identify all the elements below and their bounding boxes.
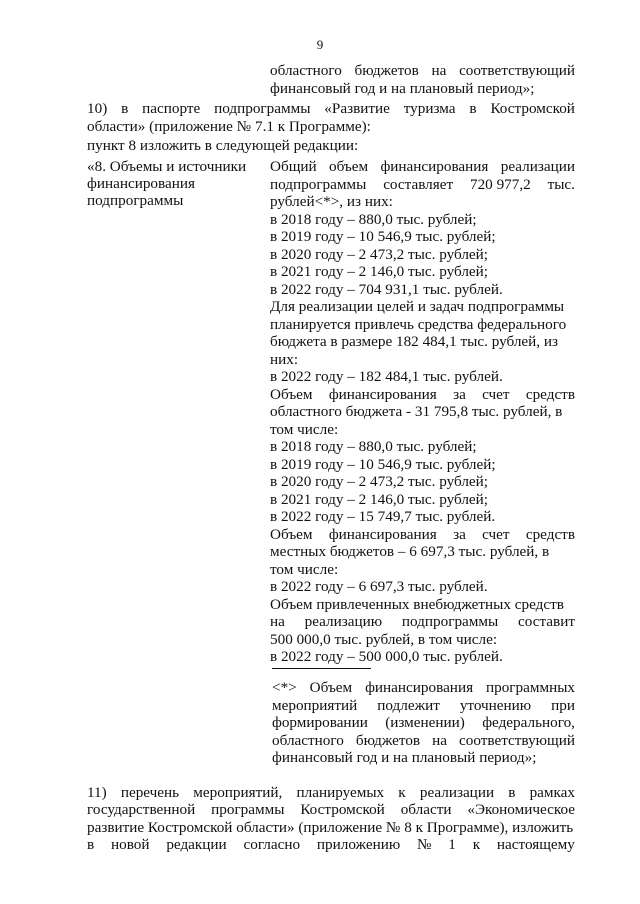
word: планируемых — [296, 784, 385, 801]
text-line — [270, 158, 575, 176]
text-line: в 2019 году – 10 546,9 тыс. рублей; — [270, 228, 496, 245]
word: государственной — [87, 801, 196, 818]
word: составляет — [383, 176, 454, 193]
word: Объем — [270, 386, 313, 403]
word: 720 977,2 — [469, 176, 531, 193]
text-line: области» (приложение № 7.1 к Программе): — [87, 118, 371, 135]
text-line: в 2022 году – 6 697,3 тыс. рублей. — [270, 578, 488, 595]
text-line: подпрограммы — [87, 192, 184, 209]
word: тыс. — [547, 176, 575, 193]
word: к — [472, 836, 481, 853]
text-line: в 2018 году – 880,0 тыс. рублей; — [270, 438, 477, 455]
text-line: планируется привлечь средства федерального — [270, 316, 567, 333]
text-line: том числе: — [270, 561, 339, 578]
word: подпрограммы — [214, 100, 311, 117]
word: формировании — [272, 714, 368, 731]
word: в — [469, 100, 477, 117]
text-line: в 2021 году – 2 146,0 тыс. рублей; — [270, 491, 488, 508]
text-line: в 2018 году – 880,0 тыс. рублей; — [270, 211, 477, 228]
word: 10) — [87, 100, 108, 117]
word: мероприятий, — [193, 784, 283, 801]
word: федерального, — [482, 714, 575, 731]
word: составит — [518, 613, 575, 630]
text-line: рублей<*>, из них: — [270, 193, 393, 210]
word: перечень — [120, 784, 180, 801]
word: финансирования — [328, 386, 437, 403]
text-line: Для реализации целей и задач подпрограммы — [270, 298, 565, 315]
text-line — [270, 62, 575, 80]
text-line: Объем привлеченных внебюджетных средств — [270, 596, 564, 613]
word: № — [416, 836, 432, 853]
text-line: бюджета в размере 182 484,1 тыс. рублей, из — [270, 333, 559, 350]
text-line — [270, 613, 575, 631]
word: Костромской — [300, 801, 385, 818]
word: соответствующий — [459, 62, 575, 79]
word: в — [87, 836, 95, 853]
text-line: «8. Объемы и источники — [87, 158, 247, 175]
word: за — [453, 386, 466, 403]
word: финансирования — [328, 526, 437, 543]
text-line — [272, 714, 575, 732]
word: новой — [110, 836, 150, 853]
word: подпрограммы — [401, 613, 499, 630]
word: уточнению — [459, 697, 532, 714]
word: <*> — [272, 679, 297, 696]
text-line: них: — [270, 351, 299, 368]
word: «Экономическое — [467, 801, 575, 818]
word: в — [121, 100, 129, 117]
word: к — [398, 784, 406, 801]
text-line: областного бюджета - 31 795,8 тыс. рублей, в — [270, 403, 563, 420]
word: реализации — [500, 158, 575, 175]
word: туризма — [403, 100, 456, 117]
word: программных — [485, 679, 575, 696]
word: Объем — [309, 679, 353, 696]
word: за — [453, 526, 466, 543]
word: «Развитие — [324, 100, 390, 117]
text-line: местных бюджетов – 6 697,3 тыс. рублей, в — [270, 543, 550, 560]
text-line: в 2019 году – 10 546,9 тыс. рублей; — [270, 456, 496, 473]
text-line: том числе: — [270, 421, 339, 438]
word: соответствующий — [459, 732, 575, 749]
word: паспорте — [142, 100, 201, 117]
text-line — [87, 801, 575, 819]
word: областного — [270, 62, 342, 79]
word: рамках — [529, 784, 575, 801]
word: согласно — [243, 836, 301, 853]
word: бюджетов — [355, 732, 421, 749]
text-line — [270, 386, 575, 404]
word: объем — [328, 158, 369, 175]
text-line — [272, 732, 575, 750]
word: настоящему — [496, 836, 575, 853]
text-line: пункт 8 изложить в следующей редакции: — [87, 137, 359, 154]
word: средств — [525, 386, 575, 403]
word: приложению — [316, 836, 401, 853]
word: счет — [482, 386, 510, 403]
page-number: 9 — [316, 37, 324, 52]
text-line — [272, 679, 575, 697]
text-line: в 2020 году – 2 473,2 тыс. рублей; — [270, 473, 488, 490]
word: подпрограммы — [270, 176, 367, 193]
word: реализацию — [304, 613, 383, 630]
text-line — [87, 100, 575, 118]
text-line: в 2022 году – 182 484,1 тыс. рублей. — [270, 368, 503, 385]
word: Объем — [270, 526, 313, 543]
text-line: в 2020 году – 2 473,2 тыс. рублей; — [270, 246, 488, 263]
text-line — [272, 697, 575, 715]
word: 1 — [448, 836, 456, 853]
word: Костромской — [490, 100, 575, 117]
word: бюджетов — [354, 62, 419, 79]
word: на — [432, 732, 448, 749]
text-line: финансовый год и на плановый период»; — [272, 749, 537, 766]
word: средств — [525, 526, 575, 543]
word: в — [508, 784, 516, 801]
word: (изменении) — [385, 714, 465, 731]
word: финансирования — [380, 158, 489, 175]
word: области — [400, 801, 452, 818]
word: программы — [211, 801, 285, 818]
text-line — [270, 176, 575, 194]
text-line — [270, 526, 575, 544]
text-line — [87, 836, 575, 854]
text-line: финансовый год и на плановый период»; — [270, 80, 535, 97]
text-line: развитие Костромской области» (приложение № 8 к Программе), изложить — [87, 819, 574, 836]
text-line: в 2022 году – 500 000,0 тыс. рублей. — [270, 648, 503, 665]
text-line: в 2022 году – 15 749,7 тыс. рублей. — [270, 508, 496, 525]
word: мероприятий — [272, 697, 358, 714]
text-line: 500 000,0 тыс. рублей, в том числе: — [270, 631, 498, 648]
word: финансирования — [365, 679, 474, 696]
text-line — [87, 784, 575, 802]
word: областного — [272, 732, 344, 749]
word: на — [431, 62, 447, 79]
word: Общий — [270, 158, 317, 175]
word: подлежит — [377, 697, 440, 714]
word: при — [551, 697, 575, 714]
text-line: финансирования — [87, 175, 195, 192]
text-line: в 2021 году – 2 146,0 тыс. рублей; — [270, 263, 488, 280]
word: 11) — [87, 784, 107, 801]
word: редакции — [166, 836, 227, 853]
word: на — [270, 613, 285, 630]
word: реализации — [419, 784, 495, 801]
word: счет — [482, 526, 510, 543]
text-line: в 2022 году – 704 931,1 тыс. рублей. — [270, 281, 503, 298]
footnote-separator — [272, 668, 371, 669]
